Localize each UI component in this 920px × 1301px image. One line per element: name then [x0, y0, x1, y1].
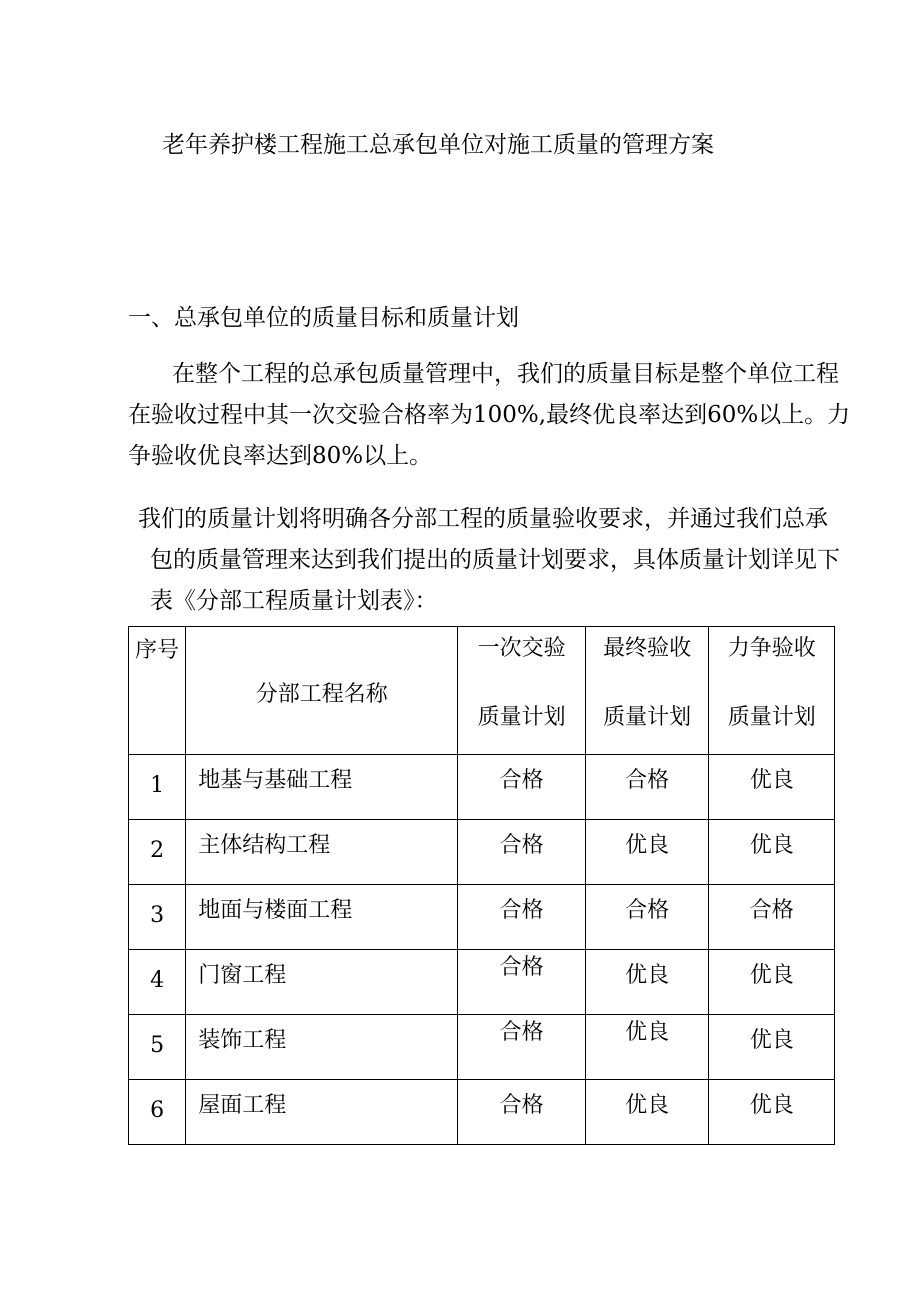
row-name: 门窗工程: [198, 963, 287, 988]
row-number: 5: [150, 1033, 165, 1058]
row-number: 1: [150, 773, 165, 798]
header-cell-strive-acceptance: [709, 627, 835, 755]
row-first-value: 合格: [499, 898, 544, 923]
row-first-value: 合格: [499, 1020, 544, 1045]
cell-final: [585, 820, 709, 885]
row-first-value: 合格: [499, 833, 544, 858]
cell-strive: [709, 950, 835, 1015]
cell-final: [585, 755, 709, 820]
header-label: 质量计划: [603, 705, 692, 730]
table-row: [129, 820, 835, 885]
row-strive-value: 优良: [749, 963, 794, 988]
table-row: [129, 885, 835, 950]
quality-plan-table: [128, 626, 835, 1145]
row-final-value: 优良: [625, 1020, 670, 1045]
cell-number: [129, 755, 186, 820]
row-final-value: 优良: [625, 833, 670, 858]
cell-first: [458, 755, 586, 820]
row-first-value: 合格: [499, 955, 544, 980]
cell-first: [458, 1015, 586, 1080]
table-row: [129, 1015, 835, 1080]
cell-first: [458, 950, 586, 1015]
header-label: 序号: [135, 638, 180, 663]
row-number: 3: [150, 903, 165, 928]
cell-name: [186, 950, 458, 1015]
row-strive-value: 优良: [749, 768, 794, 793]
cell-strive: [709, 885, 835, 950]
table-row: [129, 950, 835, 1015]
cell-first: [458, 820, 586, 885]
paragraph-line: 在验收过程中其一次交验合格率为100%,最终优良率达到60%以上。力: [128, 402, 851, 428]
row-strive-value: 优良: [749, 1093, 794, 1118]
cell-name: [186, 1015, 458, 1080]
row-number: 2: [150, 838, 165, 863]
header-cell-first-inspection: [458, 627, 586, 755]
cell-strive: [709, 755, 835, 820]
paragraph-line: 我们的质量计划将明确各分部工程的质量验收要求，并通过我们总承: [138, 506, 828, 532]
header-label: 质量计划: [477, 705, 566, 730]
row-number: 6: [150, 1098, 165, 1123]
cell-final: [585, 950, 709, 1015]
row-strive-value: 优良: [749, 833, 794, 858]
header-label: 质量计划: [727, 705, 816, 730]
row-name: 地基与基础工程: [198, 768, 353, 793]
cell-final: [585, 1015, 709, 1080]
paragraph-line: 包的质量管理来达到我们提出的质量计划要求，具体质量计划详见下: [150, 547, 840, 573]
section-heading: 一、总承包单位的质量目标和质量计划: [128, 305, 519, 331]
paragraph-line: 在整个工程的总承包质量管理中，我们的质量目标是整个单位工程: [172, 361, 839, 387]
paragraph-line: 表《分部工程质量计划表》：: [150, 588, 438, 614]
cell-number: [129, 1080, 186, 1145]
cell-strive: [709, 1080, 835, 1145]
row-name: 屋面工程: [198, 1093, 287, 1118]
cell-number: [129, 885, 186, 950]
header-cell-name: [186, 627, 458, 755]
cell-strive: [709, 1015, 835, 1080]
header-label: 力争验收: [727, 636, 816, 661]
row-strive-value: 合格: [749, 898, 794, 923]
cell-final: [585, 1080, 709, 1145]
quality-goal-paragraph: [128, 354, 851, 477]
cell-number: [129, 820, 186, 885]
document-title: 老年养护楼工程施工总承包单位对施工质量的管理方案: [162, 132, 714, 158]
cell-number: [129, 950, 186, 1015]
header-label: 一次交验: [477, 636, 566, 661]
row-final-value: 合格: [625, 768, 670, 793]
table-header-row: [129, 627, 835, 755]
row-name: 装饰工程: [198, 1028, 287, 1053]
cell-final: [585, 885, 709, 950]
header-label: 分部工程名称: [255, 682, 388, 707]
header-cell-final-acceptance: [585, 627, 709, 755]
row-strive-value: 优良: [749, 1028, 794, 1053]
header-label: 最终验收: [603, 636, 692, 661]
cell-name: [186, 755, 458, 820]
row-number: 4: [150, 968, 165, 993]
cell-name: [186, 1080, 458, 1145]
row-first-value: 合格: [499, 768, 544, 793]
row-first-value: 合格: [499, 1093, 544, 1118]
table-row: [129, 1080, 835, 1145]
cell-name: [186, 820, 458, 885]
cell-first: [458, 885, 586, 950]
cell-number: [129, 1015, 186, 1080]
row-name: 主体结构工程: [198, 833, 331, 858]
row-final-value: 优良: [625, 963, 670, 988]
cell-name: [186, 885, 458, 950]
row-final-value: 合格: [625, 898, 670, 923]
cell-first: [458, 1080, 586, 1145]
cell-strive: [709, 820, 835, 885]
paragraph-line: 争验收优良率达到80%以上。: [128, 443, 433, 469]
row-name: 地面与楼面工程: [198, 898, 353, 923]
table-row: [129, 755, 835, 820]
row-final-value: 优良: [625, 1093, 670, 1118]
header-cell-number: [129, 627, 186, 755]
quality-plan-paragraph: [138, 499, 838, 622]
